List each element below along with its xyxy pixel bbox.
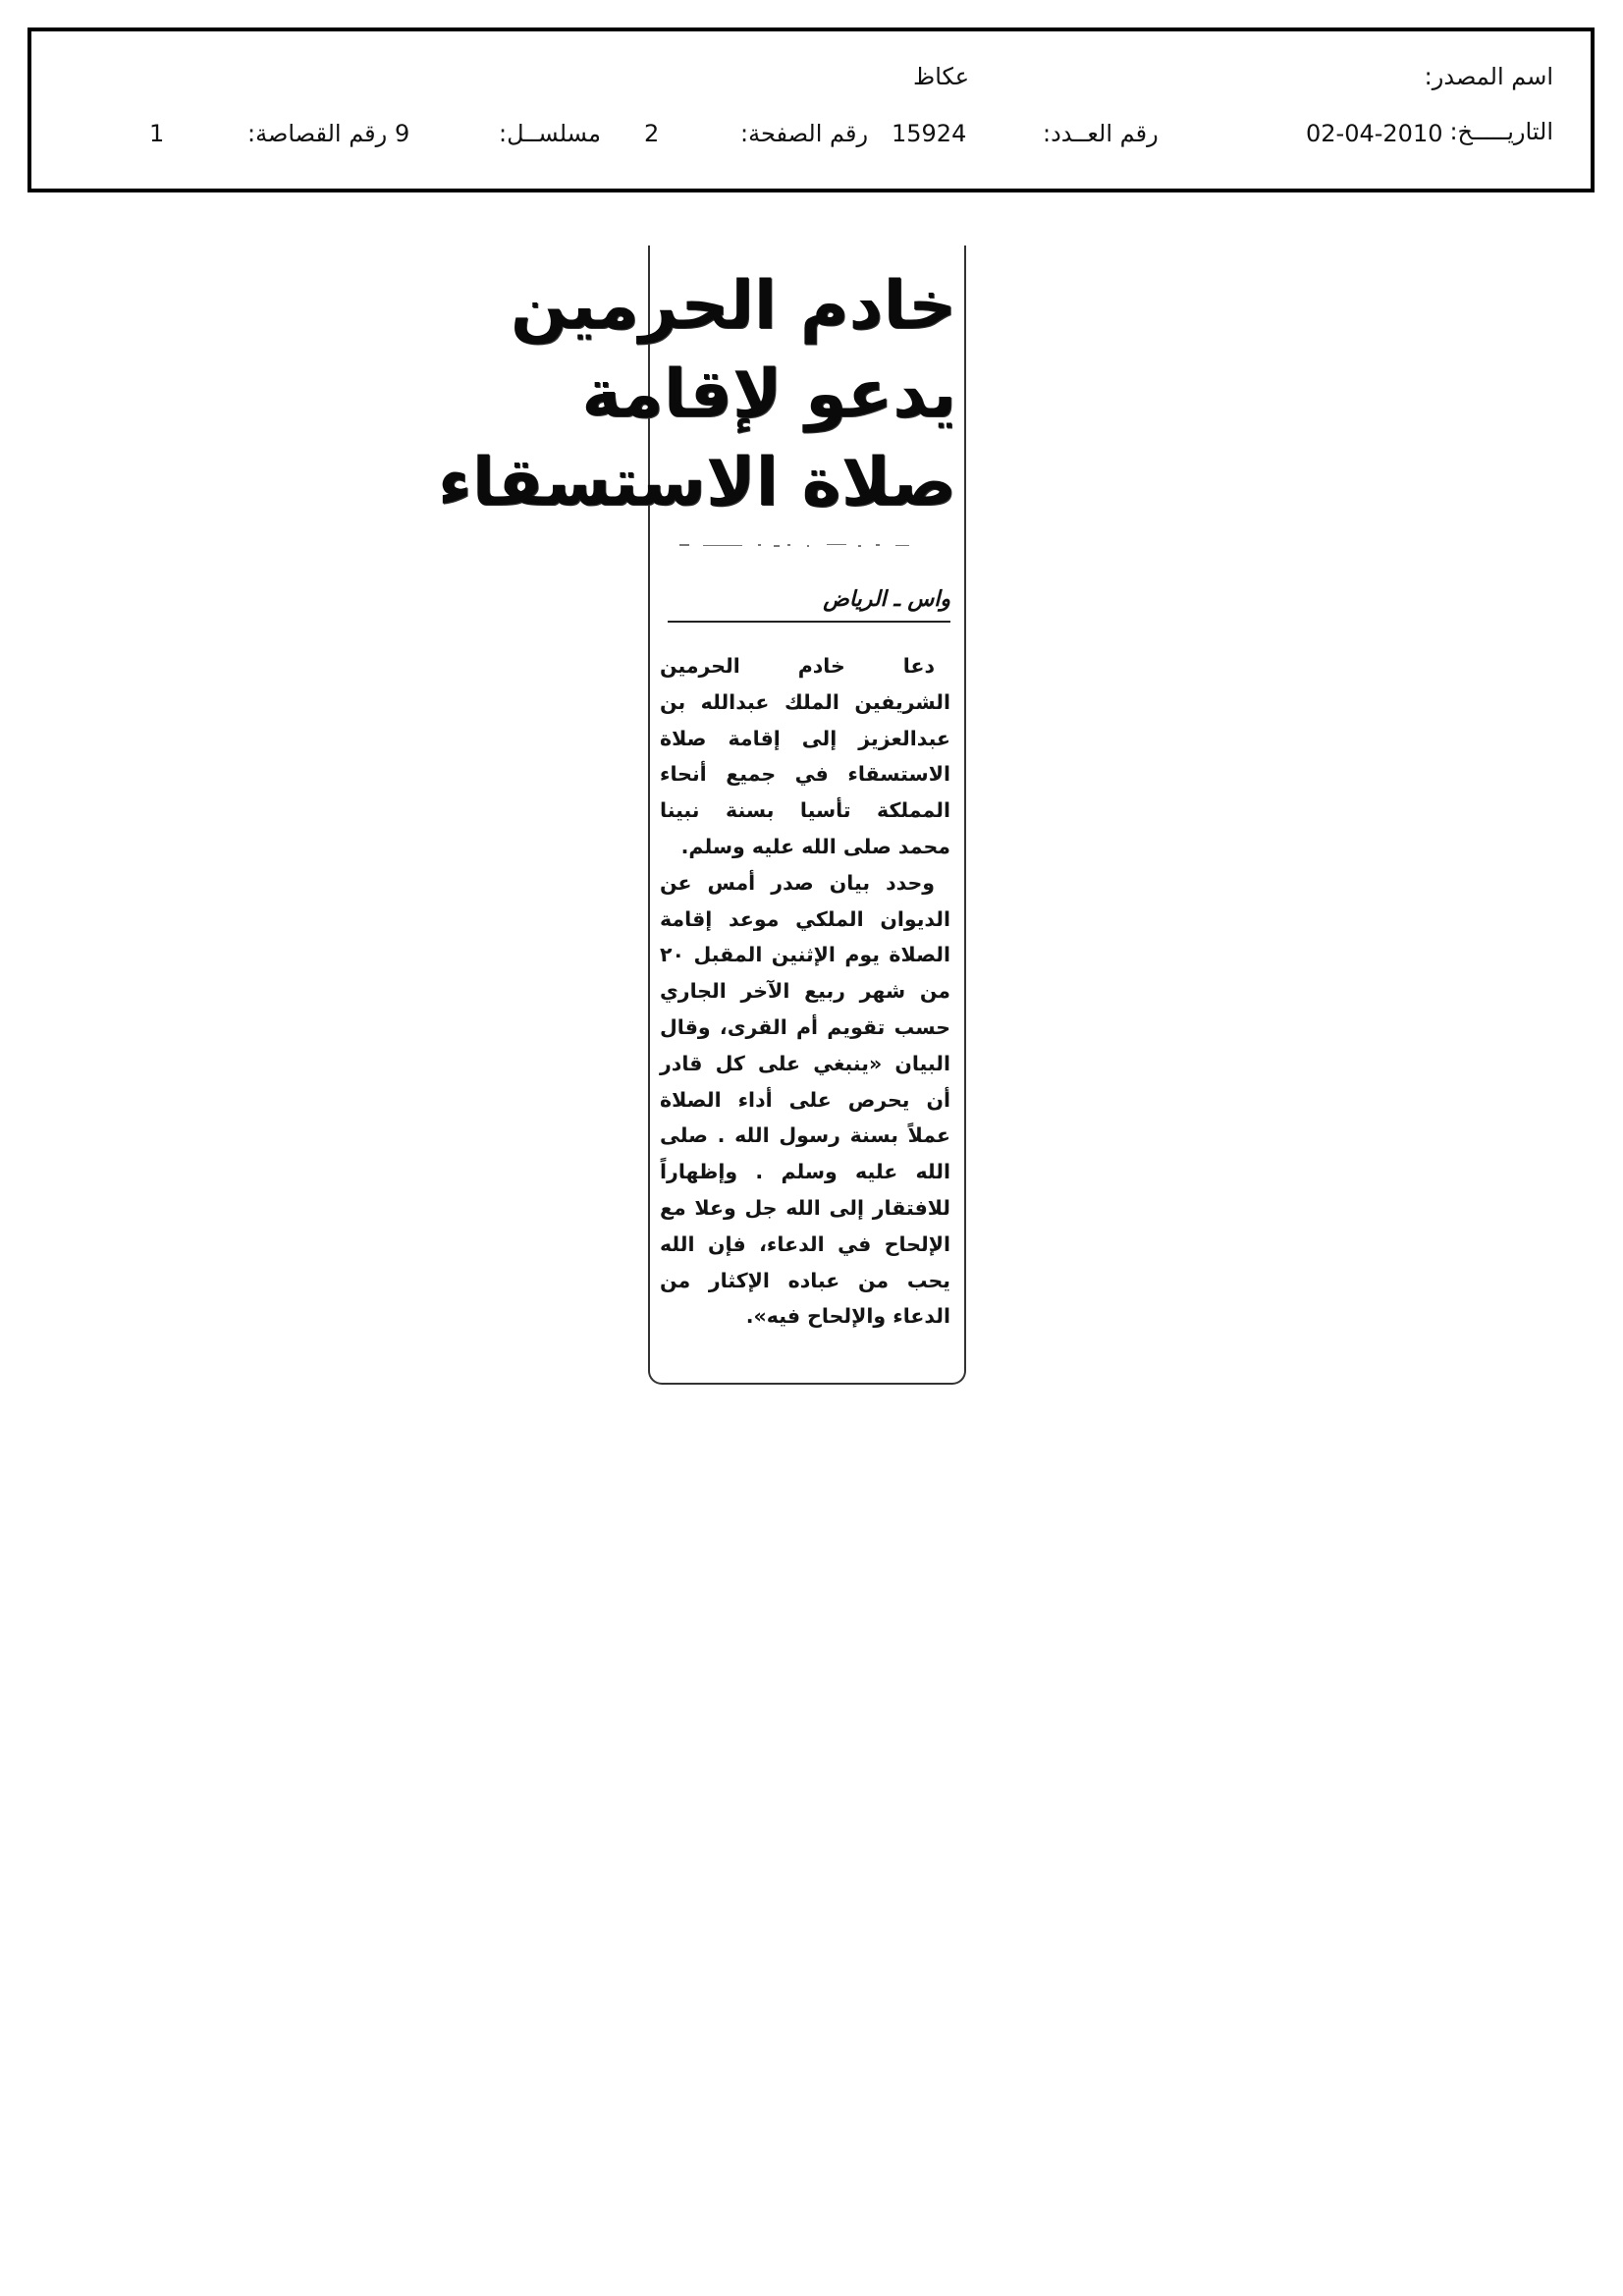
byline: واس ـ الرياض [823, 587, 950, 612]
headline-line-3: صلاة الاستسقاء [437, 444, 956, 521]
article-body [660, 648, 950, 1335]
headline-line-2: يدعو لإقامة [581, 355, 956, 433]
issue-number-label: رقم العــدد: [1043, 120, 1159, 147]
article-paragraph-1: دعا خادم الحرمين الشريفين الملك عبدالله بن عبدالعزيز إلى إقامة صلاة الاستسقاء في جميع أنحاء المملكة تأسيا بسنة نبينا محمد صلى الله عليه وسلم. [660, 654, 950, 858]
date-label: التاريـــــخ: [1449, 118, 1553, 145]
source-label: اسم المصدر: [1424, 63, 1553, 90]
page-number-value: 2 [644, 120, 660, 147]
scan-noise-specks [679, 542, 925, 548]
serial-value: 9 [395, 120, 410, 147]
byline-divider [668, 621, 950, 623]
source-value: عكاظ [913, 63, 970, 90]
clip-number-label: رقم القصاصة: [247, 120, 388, 147]
newspaper-clipping [437, 246, 966, 1385]
serial-label: مسلســل: [499, 120, 601, 147]
clip-number-value: 1 [149, 120, 165, 147]
headline-line-1: خادم الحرمين [510, 267, 956, 345]
page-number-label: رقم الصفحة: [740, 120, 869, 147]
issue-number-value: 15924 [892, 120, 967, 147]
date-value: 02-04-2010 [1306, 120, 1443, 147]
article-paragraph-2: وحدد بيان صدر أمس عن الديوان الملكي موعد إقامة الصلاة يوم الإثنين المقبل ٢٠ من شهر ربيع الآخر الجاري حسب تقويم أم القرى، وقال البيان «ينبغي على كل قادر أن يحرص على أداء الصلاة عملاً بسنة رسول الله . صلى الله عليه وسلم . وإظهاراً للافتقار إلى الله جل وعلا مع الإلحاح في الدعاء، فإن الله يحب من عباده الإكثار من الدعاء والإلحاح فيه». [660, 870, 950, 1329]
clipping-metadata-box [27, 27, 1595, 192]
